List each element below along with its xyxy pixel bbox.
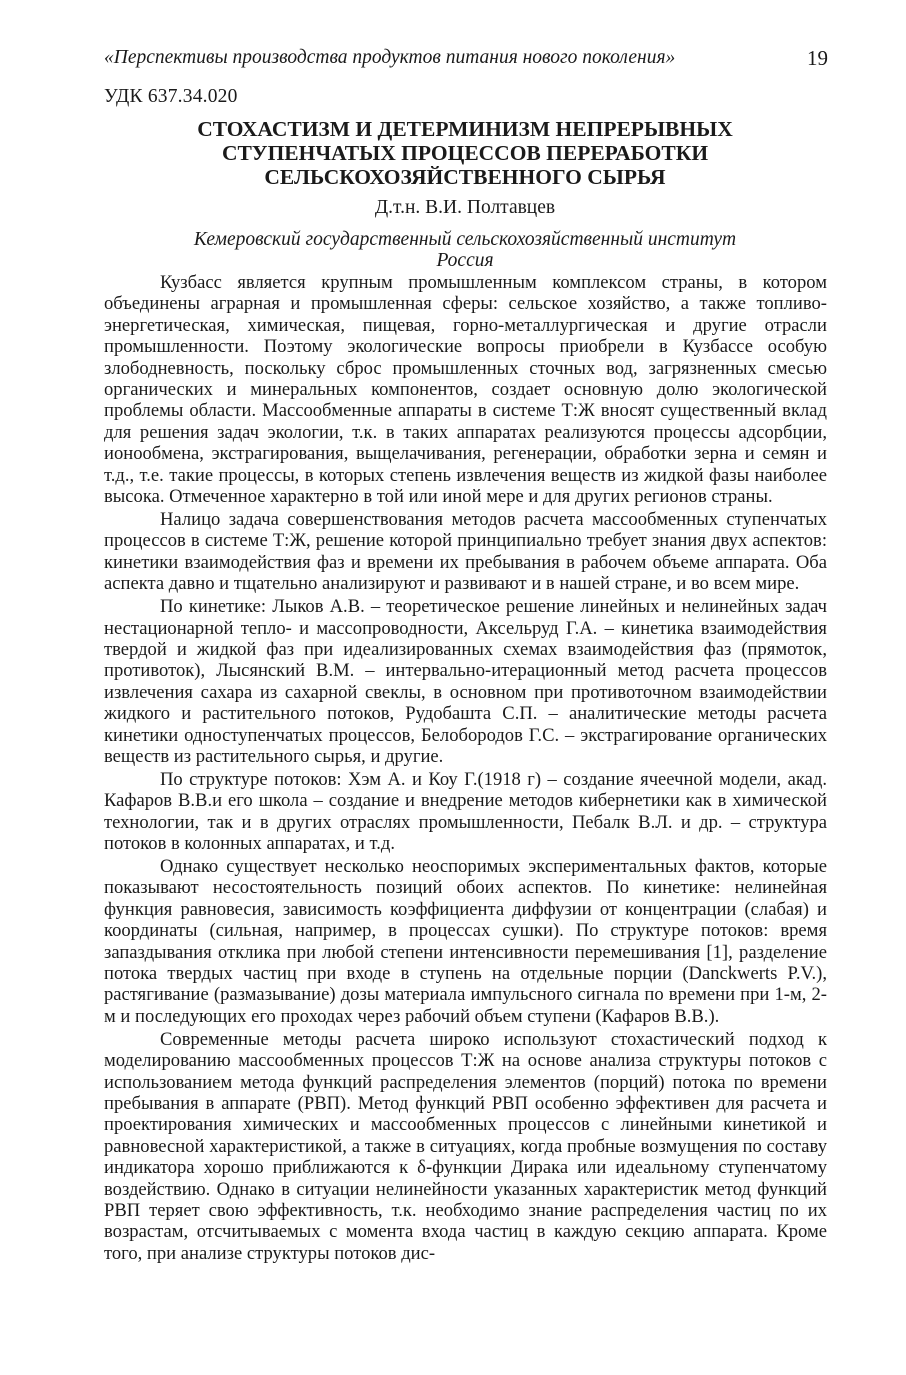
page-number: 19 bbox=[807, 46, 828, 70]
author-line: Д.т.н. В.И. Полтавцев bbox=[374, 197, 556, 218]
affiliation-institution: Кемеровский государственный сельскохозяйственный институт bbox=[193, 229, 737, 250]
body-paragraph: Налицо задача совершенствования методов расчета массообменных ступенчатых процессов в системе Т:Ж, решение которой принципиально требует знания двух аспектов: кинетики взаимодействия фаз и времени их пребывания в рабочем объеме аппарата. Оба аспекта давно и тщательно анализируют и развивают и в нашей стране, и во всем мире. bbox=[104, 508, 827, 595]
article-title bbox=[104, 117, 826, 189]
body-paragraph: Однако существует несколько неоспоримых экспериментальных фактов, которые показывают несостоятельность позиций обоих аспектов. По кинетике: нелинейная функция равновесия, зависимость коэффициента диффузии от концентрации (слабая) и координаты (сильная, например, в процессах сушки). По структуре потоков: время запаздывания отклика при любой степени интенсивности перемешивания [1], разделение потока твердых частиц при входе в ступень на отдельные порции (Danckwerts P.V.), растягивание (размазывание) дозы материала импульсного сигнала по времени при 1-м, 2-м и последующих его проходах через рабочий объем ступени (Кафаров В.В.). bbox=[104, 855, 827, 1027]
affiliation bbox=[104, 229, 826, 271]
body-paragraph: Кузбасс является крупным промышленным комплексом страны, в котором объединены аграрная и промышленная сферы: сельское хозяйство, а также топливо-энергетическая, химическая, пищевая, горно-металлургическая и другие отрасли промышленности. Поэтому экологические вопросы приобрели в Кузбассе особую злободневность, поскольку сброс промышленных сточных вод, загрязненных смесью органических и минеральных компонентов, создает основную долю экологической проблемы области. Массообменные аппараты в системе Т:Ж вносят существенный вклад для решения задач экологии, т.к. в таких аппаратах реализуются процессы адсорбции, ионообмена, экстрагирования, выщелачивания, регенерации, обработки зерна и семян и т.д., т.е. такие процессы, в которых степень извлечения веществ из жидкой фазы наиболее высока. Отмеченное характерно в той или иной мере и для других регионов страны. bbox=[104, 272, 827, 508]
body-paragraph: По структуре потоков: Хэм А. и Коу Г.(1918 г) – создание ячеечной модели, акад. Кафаров В.В.и его школа – создание и внедрение методов кибернетики как в химической технологии, так и в других отраслях промышленности, Пебалк В.Л. и др. – структура потоков в колонных аппаратах, и т.д. bbox=[104, 768, 827, 855]
body-paragraph: Современные методы расчета широко используют стохастический подход к моделированию массообменных процессов Т:Ж на основе анализа структуры потоков с использованием метода функций распределения элементов (порций) потока по времени пребывания в аппарате (РВП). Метод функций РВП особенно эффективен для расчета и проектирования химических и массообменных процессов с линейными кинетикой и равновесной характеристикой, а также в ситуациях, когда пробные возмущения по составу индикатора хорошо приближаются к δ-функции Дирака или идеальному ступенчатому воздействию. Однако в ситуации нелинейности указанных характеристик метод функций РВП теряет свою эффективность, т.к. необходимо знание распределения частиц по их возрастам, отсчитываемых с момента входа частиц в каждую секцию аппарата. Кроме того, при анализе структуры потоков дис- bbox=[104, 1028, 827, 1264]
title-line-1: СТОХАСТИЗМ И ДЕТЕРМИНИЗМ НЕПРЕРЫВНЫХ bbox=[197, 117, 733, 141]
body-paragraph: По кинетике: Лыков А.В. – теоретическое решение линейных и нелинейных задач нестационарной тепло- и массопроводности, Аксельруд Г.А. – кинетика взаимодействия твердой и жидкой фаз при идеализированных схемах взаимодействия фаз (прямоток, противоток), Лысянский В.М. – интервально-итерационный метод расчета процессов извлечения сахара из сахарной свеклы, в основном при противоточном взаимодействии жидкого и растительного потоков, Рудобашта С.П. – аналитические методы расчета кинетики одноступенчатых процессов, Белобородов Г.С. – экстрагирование органических веществ из растительного сырья, и другие. bbox=[104, 596, 827, 767]
running-header bbox=[104, 47, 828, 77]
running-title: «Перспективы производства продуктов питания нового поколения» bbox=[104, 47, 676, 68]
article-body bbox=[104, 272, 827, 1266]
affiliation-country: Россия bbox=[436, 250, 494, 271]
title-line-3: СЕЛЬСКОХОЗЯЙСТВЕННОГО СЫРЬЯ bbox=[264, 165, 666, 189]
udc-code: УДК 637.34.020 bbox=[104, 86, 238, 107]
title-line-2: СТУПЕНЧАТЫХ ПРОЦЕССОВ ПЕРЕРАБОТКИ bbox=[221, 141, 709, 165]
